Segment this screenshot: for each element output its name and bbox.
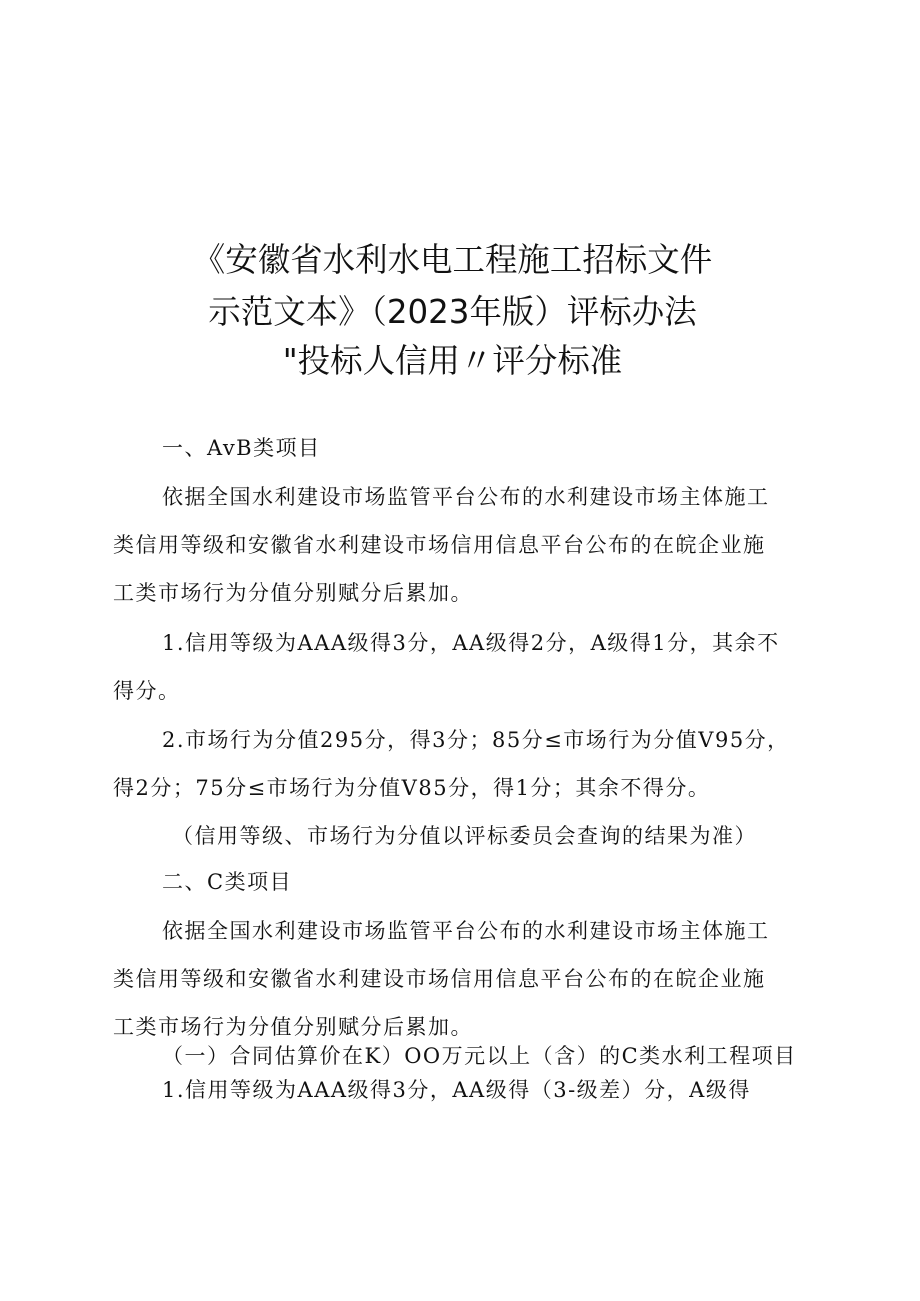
- document-title-line-1: 《安徽省水利水电工程施工招标文件: [192, 240, 713, 279]
- section-ab-intro-line-3: 工类市场行为分值分别赋分后累加。: [113, 581, 473, 605]
- document-title-line-2: 示范文本》（2023年版）评标办法: [208, 292, 697, 331]
- document-title-line-3: "投标人信用〃评分标准: [282, 341, 623, 380]
- section-c-subsection-1-item-1: 1.信用等级为AAA级得3分，AA级得（3-级差）分，A级得: [162, 1078, 751, 1102]
- section-ab-item-1-line-1: 1.信用等级为AAA级得3分，AA级得2分，A级得1分，其余不: [162, 631, 780, 655]
- section-ab-item-2-line-2: 得2分；75分≤市场行为分值V85分，得1分；其余不得分。: [113, 776, 711, 800]
- section-c-heading: 二、C类项目: [162, 870, 293, 894]
- section-c-intro-line-3: 工类市场行为分值分别赋分后累加。: [113, 1015, 473, 1039]
- section-ab-item-2-line-1: 2.市场行为分值295分，得3分；85分≤市场行为分值V95分，: [162, 728, 790, 752]
- section-ab-heading: 一、AvB类项目: [162, 436, 321, 460]
- section-ab-note: （信用等级、市场行为分值以评标委员会查询的结果为准）: [172, 824, 757, 848]
- section-c-intro-line-1: 依据全国水利建设市场监管平台公布的水利建设市场主体施工: [162, 919, 770, 943]
- section-c-subsection-1: （一）合同估算价在K）OO万元以上（含）的C类水利工程项目: [162, 1044, 797, 1068]
- section-ab-intro-line-2: 类信用等级和安徽省水利建设市场信用信息平台公布的在皖企业施: [113, 533, 766, 557]
- section-ab-item-1-line-2: 得分。: [113, 679, 181, 703]
- section-ab-intro-line-1: 依据全国水利建设市场监管平台公布的水利建设市场主体施工: [162, 485, 770, 509]
- section-c-intro-line-2: 类信用等级和安徽省水利建设市场信用信息平台公布的在皖企业施: [113, 967, 766, 991]
